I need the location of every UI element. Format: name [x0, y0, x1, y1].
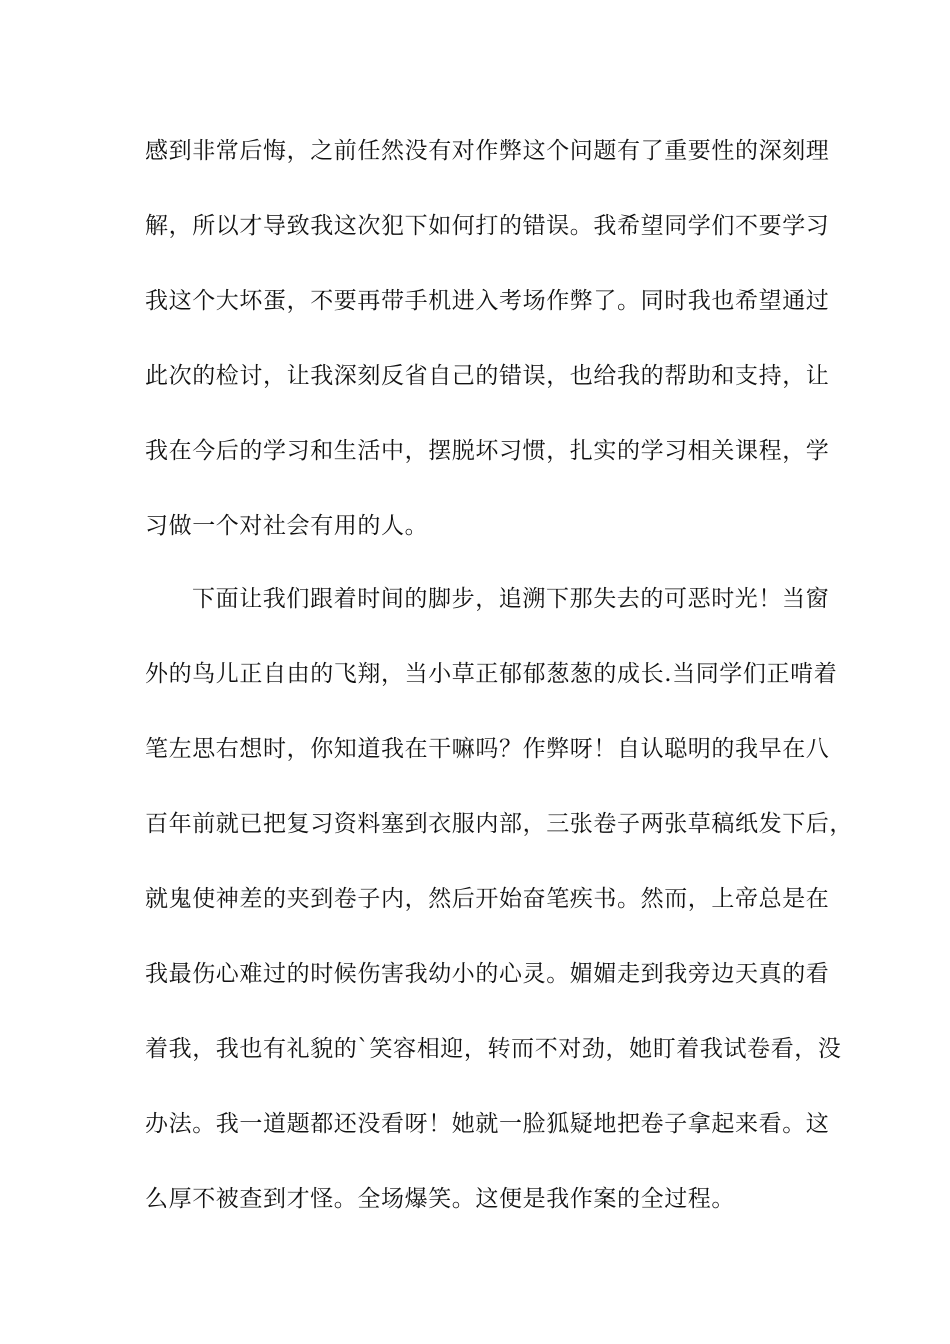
text-line: 办法。我一道题都还没看呀！她就一脸狐疑地把卷子拿起来看。这: [145, 1111, 830, 1137]
text-line-first: 下面让我们跟着时间的脚步，追溯下那失去的可恶时光！当窗: [192, 586, 830, 612]
text-line: 外的鸟儿正自由的飞翔，当小草正郁郁葱葱的成长.当同学们正啃着: [145, 661, 838, 687]
text-line: 此次的检讨，让我深刻反省自己的错误，也给我的帮助和支持，让: [145, 363, 830, 389]
paragraph-1: [145, 114, 830, 564]
text-line: 笔左思右想时，你知道我在干嘛吗？作弊呀！自认聪明的我早在八: [145, 736, 830, 762]
text-line-last: 习做一个对社会有用的人。: [145, 513, 429, 539]
text-line: 我在今后的学习和生活中，摆脱坏习惯，扎实的学习相关课程，学: [145, 438, 830, 464]
text-line: 感到非常后悔，之前任然没有对作弊这个问题有了重要性的深刻理: [145, 138, 830, 164]
text-line: 解，所以才导致我这次犯下如何打的错误。我希望同学们不要学习: [145, 213, 830, 239]
text-line: 就鬼使神差的夹到卷子内，然后开始奋笔疾书。然而，上帝总是在: [145, 886, 830, 912]
text-line-last: 么厚不被查到才怪。全场爆笑。这便是我作案的全过程。: [145, 1186, 735, 1212]
paragraph-2: [145, 562, 853, 1237]
text-line: 我最伤心难过的时候伤害我幼小的心灵。媚媚走到我旁边天真的看: [145, 961, 830, 987]
text-line: 我这个大坏蛋，不要再带手机进入考场作弊了。同时我也希望通过: [145, 288, 830, 314]
text-line: 百年前就已把复习资料塞到衣服内部，三张卷子两张草稿纸发下后，: [145, 811, 853, 837]
text-line: 着我，我也有礼貌的`笑容相迎，转而不对劲，她盯着我试卷看，没: [145, 1036, 842, 1062]
